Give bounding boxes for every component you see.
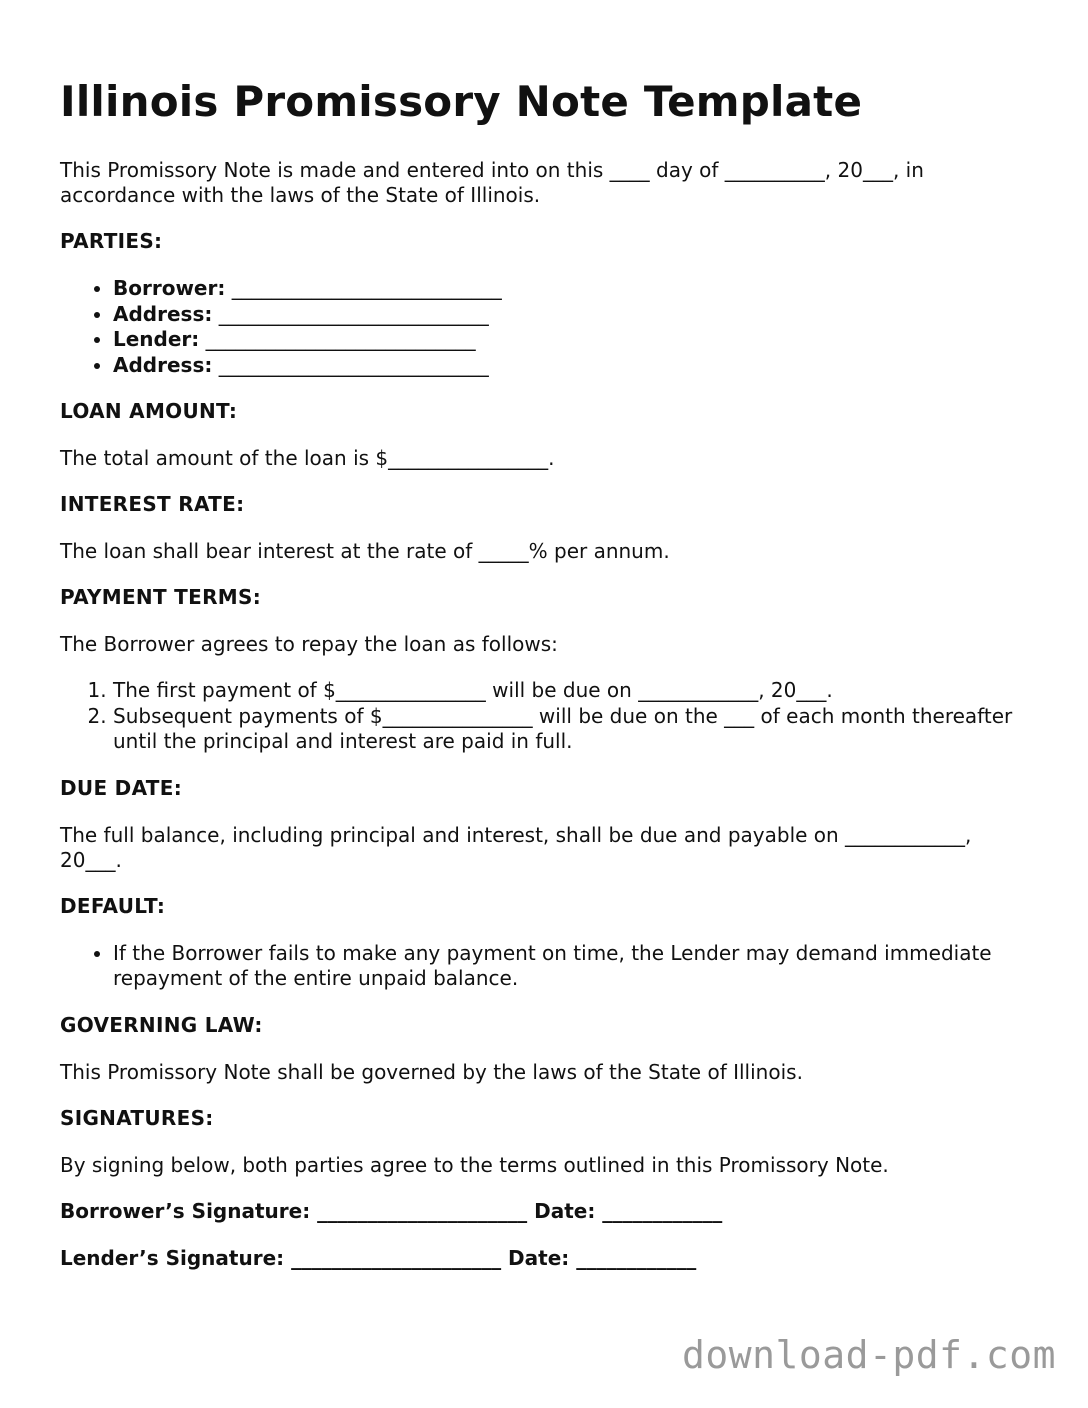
signatures-heading: SIGNATURES:	[60, 1105, 214, 1130]
party-label: Borrower:	[113, 276, 226, 300]
due-date-text: The full balance, including principal and interest, shall be due and payable on ____________, 20___.	[60, 822, 972, 872]
party-label: Address:	[113, 301, 213, 326]
default-list	[60, 941, 1030, 992]
default-item: • If the Borrower fails to make any payment on time, the Lender may demand immediate repayment of the entire unpaid balance.	[113, 941, 1030, 992]
document-title: Illinois Promissory Note Template	[60, 77, 863, 126]
governing-law-text: This Promissory Note shall be governed by the laws of the State of Illinois.	[60, 1059, 803, 1084]
party-blank: ___________________________	[212, 301, 489, 326]
party-blank: ___________________________	[225, 276, 502, 300]
parties-list	[60, 276, 1030, 378]
payment-term-item: 1. The first payment of $_______________ will be due on ____________, 20___.	[113, 678, 1030, 704]
document-page	[60, 74, 1030, 1293]
payment-term-item: 2. Subsequent payments of $_______________ will be due on the ___ of each month thereafter until the principal and interest are paid in full.	[113, 704, 1030, 755]
party-label: Address:	[113, 352, 213, 377]
party-lender-address	[113, 353, 1030, 379]
interest-rate-heading: INTEREST RATE:	[60, 492, 245, 516]
watermark: download-pdf.com	[681, 1333, 1056, 1377]
party-blank: ___________________________	[199, 327, 476, 351]
party-lender	[113, 327, 1030, 353]
interest-rate-text: The loan shall bear interest at the rate of _____% per annum.	[60, 539, 670, 563]
payment-terms-text: The Borrower agrees to repay the loan as follows:	[60, 632, 558, 656]
loan-amount-heading: LOAN AMOUNT:	[60, 399, 238, 423]
lender-signature-line: Lender’s Signature: _____________________ Date: ____________	[60, 1245, 697, 1270]
signatures-text: By signing below, both parties agree to the terms outlined in this Promissory Note.	[60, 1152, 889, 1177]
party-borrower-address	[113, 302, 1030, 328]
party-borrower	[113, 276, 1030, 302]
payment-terms-heading: PAYMENT TERMS:	[60, 585, 261, 609]
borrower-signature-line: Borrower’s Signature: _____________________ Date: ____________	[60, 1198, 723, 1223]
parties-heading: PARTIES:	[60, 229, 163, 253]
due-date-heading: DUE DATE:	[60, 775, 182, 800]
party-label: Lender:	[113, 327, 200, 351]
default-heading: DEFAULT:	[60, 893, 166, 918]
party-blank: ___________________________	[212, 352, 489, 377]
intro-paragraph: This Promissory Note is made and entered into on this ____ day of __________, 20___, in accordance with the laws of the State of Illinois.	[60, 158, 924, 207]
payment-terms-list	[60, 678, 1030, 755]
loan-amount-text: The total amount of the loan is $________________.	[60, 446, 555, 470]
governing-law-heading: GOVERNING LAW:	[60, 1012, 263, 1037]
